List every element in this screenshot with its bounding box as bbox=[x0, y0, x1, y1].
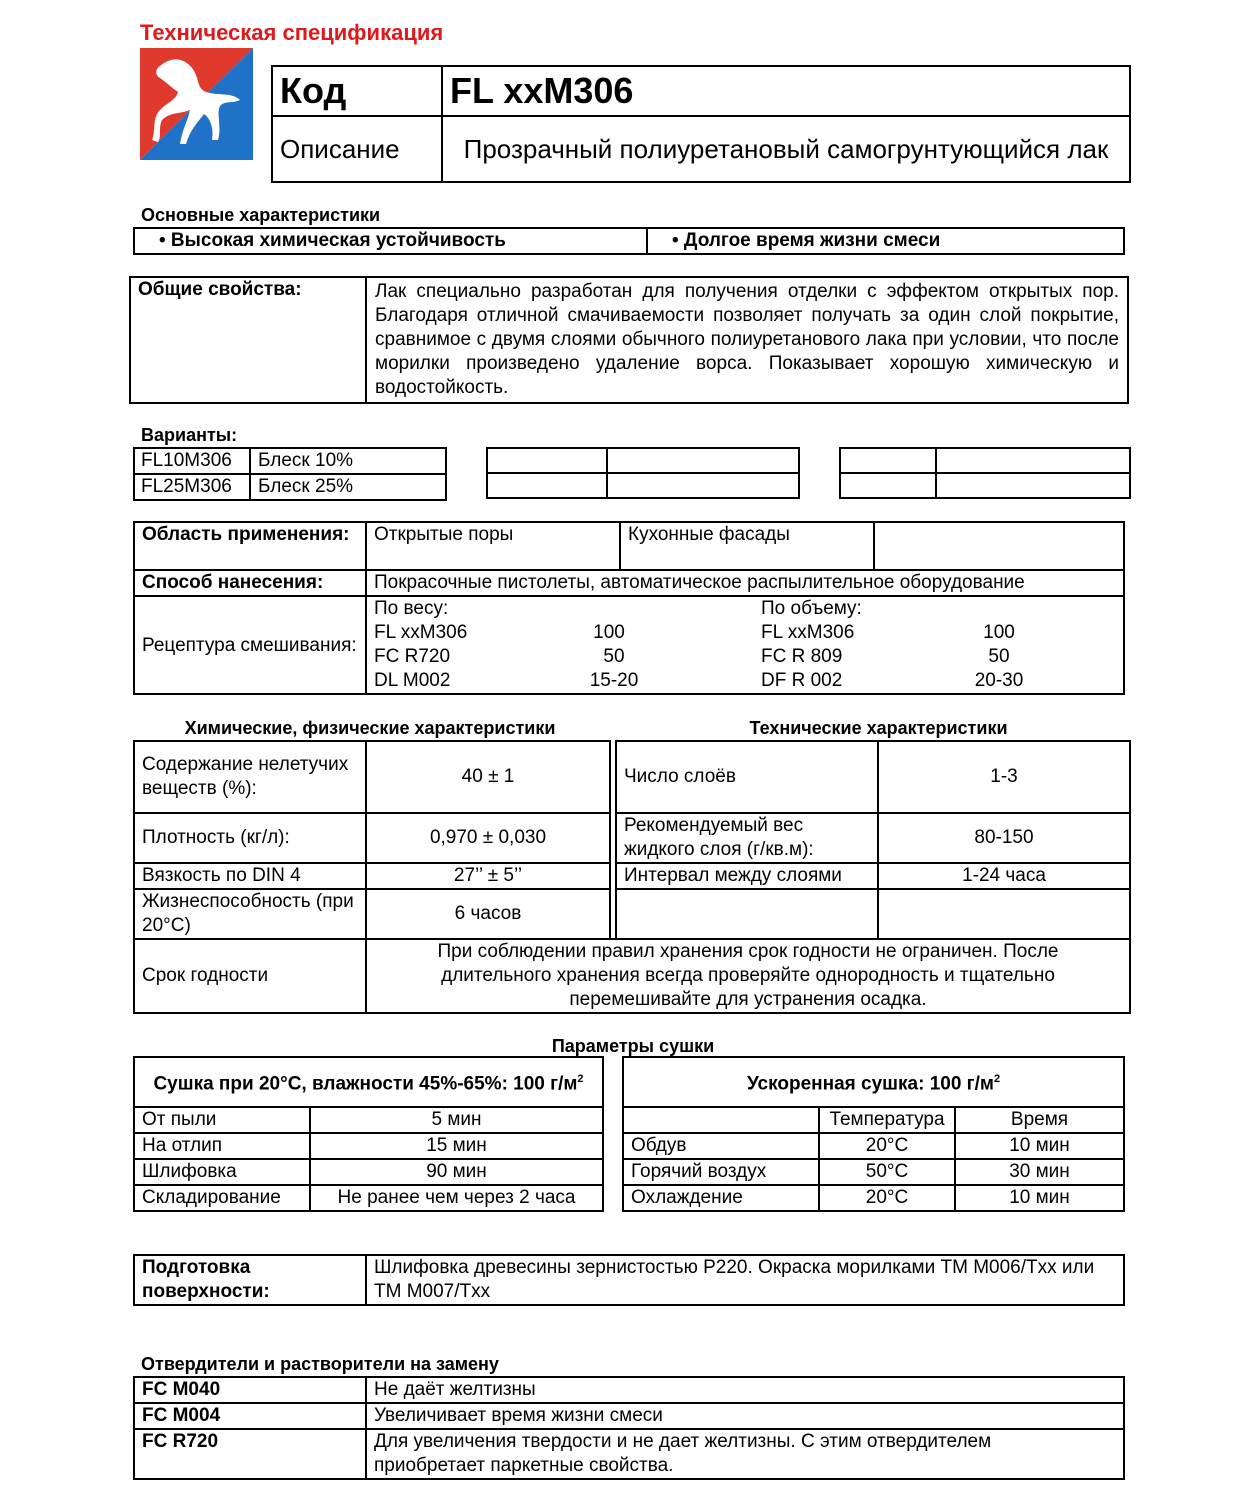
drying-col-time: Время bbox=[955, 1107, 1124, 1133]
superscript: 2 bbox=[993, 1073, 1001, 1086]
tech-title: Технические характеристики bbox=[749, 718, 1008, 738]
drying-fast-temp: 20°C bbox=[819, 1133, 955, 1159]
description-value: Прозрачный полиуретановый самогрунтующийся лак bbox=[442, 116, 1130, 182]
hardener-desc: Для увеличения твердости и не дает желтизны. С этим отвердителем приобретает паркетные свойства. bbox=[366, 1429, 1124, 1479]
drying-stage: Шлифовка bbox=[134, 1159, 310, 1185]
drying-fast-stage: Обдув bbox=[623, 1133, 819, 1159]
variant-gloss: Блеск 10% bbox=[250, 448, 446, 474]
tech-value: 1-3 bbox=[878, 741, 1130, 813]
hardener-desc: Увеличивает время жизни смеси bbox=[366, 1403, 1124, 1429]
mix-by-weight-title: По весу: bbox=[374, 598, 449, 619]
variants-empty-table bbox=[839, 447, 1131, 499]
drying-fast-temp: 50°C bbox=[819, 1159, 955, 1185]
drying-fast-time: 30 мин bbox=[955, 1159, 1124, 1185]
general-text: Лак специально разработан для получения отделки с эффектом открытых пор. Благодаря отличной смачиваемости позволяет получать за один слой покрытие, сравнимое с двумя слоями обычного полиуретанового лака при условии, что после морилки произведено удаление ворса. Показывает хорошую химическую и водостойкость. bbox=[366, 277, 1128, 403]
mix-by-volume-title: По объему: bbox=[761, 598, 862, 619]
drying-time: 15 мин bbox=[310, 1133, 603, 1159]
application-method-label: Способ нанесения: bbox=[134, 570, 366, 596]
mix-by-weight bbox=[367, 597, 746, 693]
rearing-horse-logo bbox=[140, 48, 253, 160]
mix-amount: 20-30 bbox=[974, 670, 1024, 691]
drying-fast-stage: Охлаждение bbox=[623, 1185, 819, 1211]
tech-value bbox=[878, 889, 1130, 939]
drying-title: Параметры сушки bbox=[551, 1036, 715, 1056]
shelf-life-value: При соблюдении правил хранения срок годности не ограничен. После длительного хранения всегда проверяйте однородность и тщательно перемешивайте для устранения осадка. bbox=[366, 939, 1130, 1013]
chem-value: 27’’ ± 5’’ bbox=[366, 863, 610, 889]
hardener-code: FC M040 bbox=[134, 1377, 366, 1403]
drying-stage: На отлип bbox=[134, 1133, 310, 1159]
feature-item: • Высокая химическая устойчивость bbox=[134, 228, 647, 254]
general-label: Общие свойства: bbox=[130, 277, 366, 403]
chem-label: Плотность (кг/л): bbox=[134, 813, 366, 863]
drying-fast-stage: Горячий воздух bbox=[623, 1159, 819, 1185]
drying-fast-head-text: Ускоренная сушка: 100 г/м bbox=[746, 1073, 994, 1095]
variant-code: FL25M306 bbox=[134, 474, 250, 500]
shelf-life-label: Срок годности bbox=[134, 939, 366, 1013]
drying-fast-head bbox=[623, 1057, 1124, 1107]
chem-label: Жизнеспособность (при 20°C) bbox=[134, 889, 366, 939]
mix-component: DF R 002 bbox=[761, 670, 843, 691]
feature-item: • Долгое время жизни смеси bbox=[647, 228, 1124, 254]
drying-fast-temp: 20°C bbox=[819, 1185, 955, 1211]
mix-component: DL M002 bbox=[374, 670, 451, 691]
chem-value: 6 часов bbox=[366, 889, 610, 939]
application-method-value: Покрасочные пистолеты, автоматическое распылительное оборудование bbox=[366, 570, 1124, 596]
application-area-label: Область применения: bbox=[134, 522, 366, 570]
mix-component: FC R 809 bbox=[761, 646, 843, 667]
mix-component: FL xxM306 bbox=[761, 622, 855, 643]
document-title: Техническая спецификация bbox=[140, 20, 444, 45]
drying-normal-head-text: Сушка при 20°C, влажности 45%-65%: 100 г/м bbox=[153, 1073, 578, 1095]
main-features-title: Основные характеристики bbox=[141, 205, 381, 225]
variant-code: FL10M306 bbox=[134, 448, 250, 474]
variants-title: Варианты: bbox=[141, 425, 238, 445]
tech-label: Интервал между слоями bbox=[616, 863, 878, 889]
drying-fast-time: 10 мин bbox=[955, 1133, 1124, 1159]
mix-amount: 50 bbox=[603, 646, 625, 667]
superscript: 2 bbox=[577, 1073, 584, 1086]
hardener-code: FC M004 bbox=[134, 1403, 366, 1429]
description-label: Описание bbox=[272, 116, 442, 182]
hardener-desc: Не даёт желтизны bbox=[366, 1377, 1124, 1403]
hardener-code: FC R720 bbox=[134, 1429, 366, 1479]
prep-label: Подготовка поверхности: bbox=[134, 1255, 366, 1305]
tech-label bbox=[616, 889, 878, 939]
drying-time: 90 мин bbox=[310, 1159, 603, 1185]
chem-title: Химические, физические характеристики bbox=[184, 718, 556, 738]
mix-amount: 50 bbox=[988, 646, 1010, 667]
mix-component: FL xxM306 bbox=[374, 622, 468, 643]
variants-empty-table bbox=[486, 447, 800, 499]
variant-gloss: Блеск 25% bbox=[250, 474, 446, 500]
drying-fast-time: 10 мин bbox=[955, 1185, 1124, 1211]
mix-amount: 15-20 bbox=[589, 670, 639, 691]
tech-label: Число слоёв bbox=[616, 741, 878, 813]
drying-normal-head bbox=[134, 1057, 603, 1107]
application-area-item: Кухонные фасады bbox=[620, 522, 874, 570]
mix-label: Рецептура смешивания: bbox=[134, 596, 366, 694]
tech-value: 80-150 bbox=[878, 813, 1130, 863]
mix-amount: 100 bbox=[983, 622, 1015, 643]
code-label: Код bbox=[272, 66, 442, 116]
chem-value: 40 ± 1 bbox=[366, 741, 610, 813]
drying-stage: Складирование bbox=[134, 1185, 310, 1211]
mix-amount: 100 bbox=[593, 622, 625, 643]
chem-value: 0,970 ± 0,030 bbox=[366, 813, 610, 863]
mix-by-volume bbox=[746, 597, 1047, 693]
chem-label: Содержание нелетучих веществ (%): bbox=[134, 741, 366, 813]
tech-label: Рекомендуемый вес жидкого слоя (г/кв.м): bbox=[616, 813, 878, 863]
drying-time: 5 мин bbox=[310, 1107, 603, 1133]
application-area-item: Открытые поры bbox=[366, 522, 620, 570]
drying-time: Не ранее чем через 2 часа bbox=[310, 1185, 603, 1211]
tech-value: 1-24 часа bbox=[878, 863, 1130, 889]
drying-stage: От пыли bbox=[134, 1107, 310, 1133]
mix-recipe bbox=[366, 596, 1124, 694]
hardeners-title: Отвердители и растворители на замену bbox=[141, 1354, 499, 1374]
prep-value: Шлифовка древесины зернистостью P220. Окраска морилками TM M006/Txx или TM M007/Txx bbox=[366, 1255, 1124, 1305]
code-value: FL xxM306 bbox=[442, 66, 1130, 116]
chem-label: Вязкость по DIN 4 bbox=[134, 863, 366, 889]
drying-col-temp: Температура bbox=[819, 1107, 955, 1133]
application-area-item bbox=[874, 522, 1124, 570]
mix-component: FC R720 bbox=[374, 646, 451, 667]
drying-fast-blank bbox=[623, 1107, 819, 1133]
